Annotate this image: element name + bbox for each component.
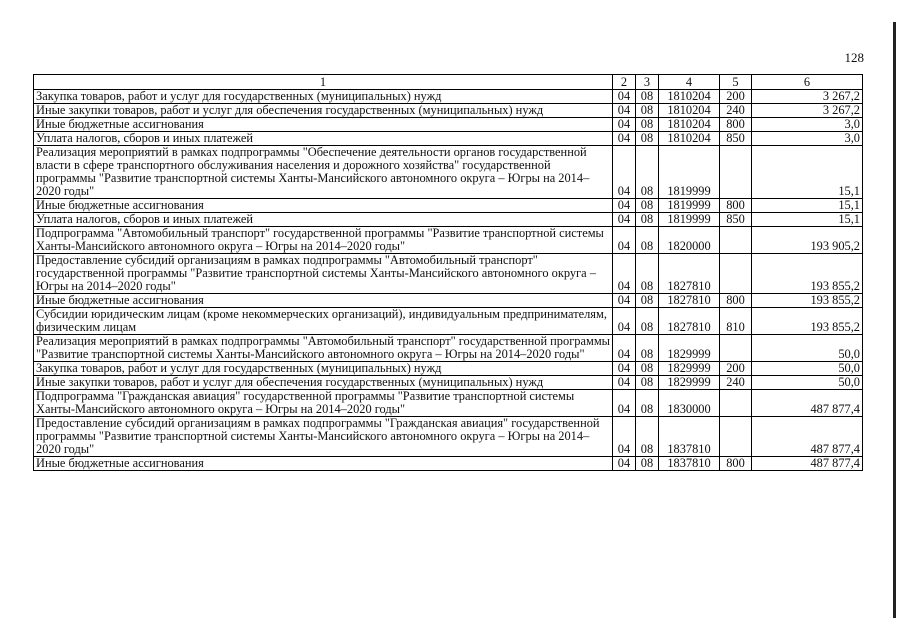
table-row [34, 417, 863, 457]
row-name-cell: Закупка товаров, работ и услуг для государственных (муниципальных) нужд [34, 362, 613, 376]
row-name-cell: Реализация мероприятий в рамках подпрограммы "Автомобильный транспорт" государственной программы "Развитие транспортной системы Ханты-Мансийского автономного округа – Югры на 2014–2020 годы" [34, 335, 613, 362]
row-section-cell: 04 [613, 417, 636, 457]
row-subsection-cell: 08 [636, 254, 659, 294]
table-row [34, 308, 863, 335]
row-amount-cell: 487 877,4 [752, 417, 863, 457]
row-name-cell: Иные бюджетные ассигнования [34, 118, 613, 132]
page-number: 128 [844, 50, 864, 65]
row-subsection-cell: 08 [636, 390, 659, 417]
row-target-code-cell: 1810204 [659, 104, 720, 118]
row-subsection-cell: 08 [636, 308, 659, 335]
row-expense-type-cell [720, 146, 752, 199]
row-target-code-cell: 1810204 [659, 118, 720, 132]
row-target-code-cell: 1827810 [659, 308, 720, 335]
row-amount-cell: 3,0 [752, 118, 863, 132]
row-section-cell: 04 [613, 132, 636, 146]
row-expense-type-cell: 810 [720, 308, 752, 335]
header-col-3: 3 [636, 75, 659, 90]
row-subsection-cell: 08 [636, 335, 659, 362]
row-target-code-cell: 1820000 [659, 227, 720, 254]
header-col-6: 6 [752, 75, 863, 90]
row-section-cell: 04 [613, 362, 636, 376]
row-amount-cell: 3 267,2 [752, 104, 863, 118]
row-section-cell: 04 [613, 254, 636, 294]
row-target-code-cell: 1827810 [659, 294, 720, 308]
table-row [34, 104, 863, 118]
row-target-code-cell: 1819999 [659, 199, 720, 213]
row-subsection-cell: 08 [636, 104, 659, 118]
row-section-cell: 04 [613, 118, 636, 132]
table-row [34, 90, 863, 104]
row-section-cell: 04 [613, 294, 636, 308]
row-expense-type-cell: 200 [720, 90, 752, 104]
row-section-cell: 04 [613, 390, 636, 417]
row-target-code-cell: 1819999 [659, 213, 720, 227]
row-amount-cell: 3 267,2 [752, 90, 863, 104]
row-section-cell: 04 [613, 146, 636, 199]
row-subsection-cell: 08 [636, 457, 659, 471]
row-section-cell: 04 [613, 335, 636, 362]
row-expense-type-cell: 850 [720, 132, 752, 146]
row-expense-type-cell: 800 [720, 294, 752, 308]
table-row [34, 199, 863, 213]
row-target-code-cell: 1829999 [659, 376, 720, 390]
row-subsection-cell: 08 [636, 90, 659, 104]
row-subsection-cell: 08 [636, 362, 659, 376]
row-expense-type-cell [720, 335, 752, 362]
row-section-cell: 04 [613, 90, 636, 104]
row-name-cell: Иные закупки товаров, работ и услуг для обеспечения государственных (муниципальных) нужд [34, 104, 613, 118]
table-row [34, 227, 863, 254]
row-expense-type-cell: 240 [720, 104, 752, 118]
table-row [34, 390, 863, 417]
row-amount-cell: 15,1 [752, 146, 863, 199]
header-col-5: 5 [720, 75, 752, 90]
row-expense-type-cell [720, 227, 752, 254]
row-subsection-cell: 08 [636, 227, 659, 254]
row-subsection-cell: 08 [636, 417, 659, 457]
row-expense-type-cell: 850 [720, 213, 752, 227]
scan-edge-line [893, 22, 896, 618]
table-header-row [34, 75, 863, 90]
row-subsection-cell: 08 [636, 294, 659, 308]
row-section-cell: 04 [613, 227, 636, 254]
table-row [34, 213, 863, 227]
row-subsection-cell: 08 [636, 118, 659, 132]
row-target-code-cell: 1830000 [659, 390, 720, 417]
row-subsection-cell: 08 [636, 199, 659, 213]
row-section-cell: 04 [613, 457, 636, 471]
row-expense-type-cell: 800 [720, 118, 752, 132]
row-expense-type-cell: 240 [720, 376, 752, 390]
row-name-cell: Предоставление субсидий организациям в рамках подпрограммы "Гражданская авиация" государственной программы "Развитие транспортной системы Ханты-Мансийского автономного округа – Югры на 2014–2020 годы" [34, 417, 613, 457]
row-expense-type-cell [720, 390, 752, 417]
row-name-cell: Реализация мероприятий в рамках подпрограммы "Обеспечение деятельности органов государственной власти в сфере транспортного обслуживания населения и дорожного хозяйства" государственной программы "Развитие транспортной системы Ханты-Мансийского автономного округа – Югры на 2014–2020 годы" [34, 146, 613, 199]
row-amount-cell: 15,1 [752, 213, 863, 227]
row-amount-cell: 3,0 [752, 132, 863, 146]
row-name-cell: Подпрограмма "Гражданская авиация" государственной программы "Развитие транспортной системы Ханты-Мансийского автономного округа – Югры на 2014–2020 годы" [34, 390, 613, 417]
row-section-cell: 04 [613, 213, 636, 227]
row-subsection-cell: 08 [636, 213, 659, 227]
row-name-cell: Уплата налогов, сборов и иных платежей [34, 213, 613, 227]
header-col-2: 2 [613, 75, 636, 90]
row-amount-cell: 193 905,2 [752, 227, 863, 254]
row-name-cell: Подпрограмма "Автомобильный транспорт" государственной программы "Развитие транспортной системы Ханты-Мансийского автономного округа – Югры на 2014–2020 годы" [34, 227, 613, 254]
row-name-cell: Иные бюджетные ассигнования [34, 294, 613, 308]
row-amount-cell: 193 855,2 [752, 308, 863, 335]
row-target-code-cell: 1810204 [659, 90, 720, 104]
row-target-code-cell: 1810204 [659, 132, 720, 146]
row-target-code-cell: 1829999 [659, 335, 720, 362]
row-name-cell: Закупка товаров, работ и услуг для государственных (муниципальных) нужд [34, 90, 613, 104]
row-target-code-cell: 1829999 [659, 362, 720, 376]
row-name-cell: Иные бюджетные ассигнования [34, 457, 613, 471]
row-expense-type-cell: 800 [720, 457, 752, 471]
row-amount-cell: 50,0 [752, 376, 863, 390]
row-name-cell: Уплата налогов, сборов и иных платежей [34, 132, 613, 146]
header-col-4: 4 [659, 75, 720, 90]
row-amount-cell: 487 877,4 [752, 457, 863, 471]
row-amount-cell: 50,0 [752, 362, 863, 376]
row-amount-cell: 50,0 [752, 335, 863, 362]
row-amount-cell: 193 855,2 [752, 254, 863, 294]
row-name-cell: Иные бюджетные ассигнования [34, 199, 613, 213]
table-body [34, 90, 863, 471]
table-row [34, 376, 863, 390]
row-subsection-cell: 08 [636, 132, 659, 146]
table-row [34, 146, 863, 199]
row-target-code-cell: 1837810 [659, 417, 720, 457]
row-name-cell: Предоставление субсидий организациям в рамках подпрограммы "Автомобильный транспорт" государственной программы "Развитие транспортной системы Ханты-Мансийского автономного округа – Югры на 2014–2020 годы" [34, 254, 613, 294]
row-subsection-cell: 08 [636, 376, 659, 390]
budget-table [33, 74, 863, 471]
table-row [34, 362, 863, 376]
row-section-cell: 04 [613, 199, 636, 213]
row-section-cell: 04 [613, 104, 636, 118]
row-expense-type-cell [720, 254, 752, 294]
table-row [34, 457, 863, 471]
row-section-cell: 04 [613, 376, 636, 390]
row-expense-type-cell: 800 [720, 199, 752, 213]
table-row [34, 254, 863, 294]
row-expense-type-cell: 200 [720, 362, 752, 376]
row-target-code-cell: 1837810 [659, 457, 720, 471]
table-row [34, 118, 863, 132]
row-amount-cell: 15,1 [752, 199, 863, 213]
table-row [34, 335, 863, 362]
row-target-code-cell: 1827810 [659, 254, 720, 294]
row-name-cell: Иные закупки товаров, работ и услуг для обеспечения государственных (муниципальных) нужд [34, 376, 613, 390]
row-name-cell: Субсидии юридическим лицам (кроме некоммерческих организаций), индивидуальным предпринимателям, физическим лицам [34, 308, 613, 335]
row-target-code-cell: 1819999 [659, 146, 720, 199]
row-subsection-cell: 08 [636, 146, 659, 199]
header-col-1: 1 [34, 75, 613, 90]
row-expense-type-cell [720, 417, 752, 457]
table-row [34, 294, 863, 308]
row-section-cell: 04 [613, 308, 636, 335]
row-amount-cell: 193 855,2 [752, 294, 863, 308]
row-amount-cell: 487 877,4 [752, 390, 863, 417]
table-row [34, 132, 863, 146]
